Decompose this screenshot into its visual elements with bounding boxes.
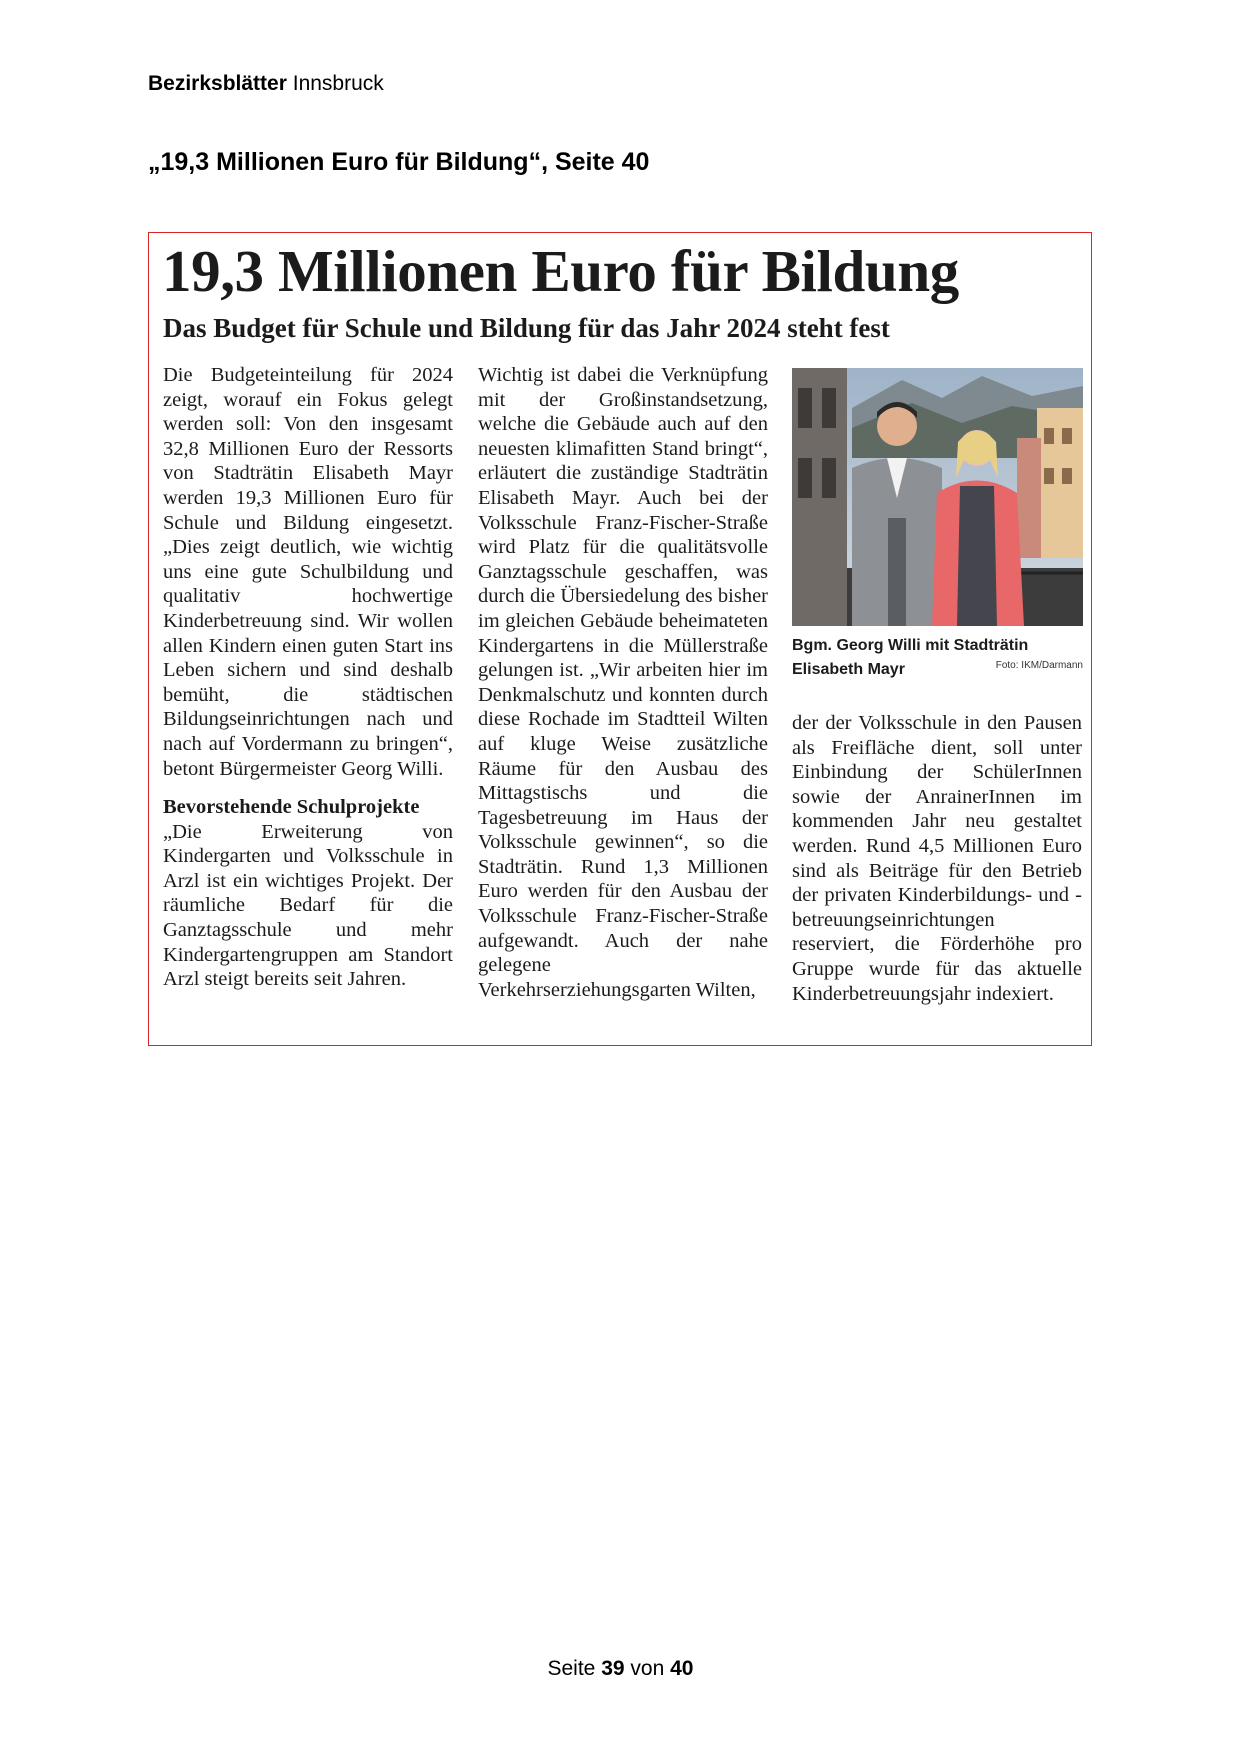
article-paragraph: „Die Erweiterung von Kindergarten und Volksschule in Arzl ist ein wichtiges Projekt. Der räumliche Bedarf für die Ganztagsschule und mehr Kindergartengruppen am Standort Arzl steigt bereits seit Jahren. [163, 820, 453, 991]
article-column-3 [792, 711, 1082, 1006]
article-paragraph: der der Volksschule in den Pausen als Freifläche dient, soll unter Einbindung der SchülerInnen sowie der AnrainerInnen im kommenden Jahr neu gestaltet werden. Rund 4,5 Millionen Euro sind als Beiträge für den Betrieb der privaten Kinderbildungs- und -betreuungseinrichtungen reserviert, die Förderhöhe pro Gruppe wurde für das aktuelle Kinderbetreuungsjahr indexiert. [792, 712, 1082, 1005]
article-paragraph: Wichtig ist dabei die Verknüpfung mit der Großinstandsetzung, welche die Gebäude auch auf den neuesten klimafitten Stand bringt“, erläutert die zuständige Stadträtin Elisabeth Mayr. Auch bei der Volksschule Franz-Fischer-Straße wird Platz für die qualitätsvolle Ganztagsschule geschaffen, was durch die Übersiedelung des bisher im gleichen Gebäude beheimateten Kindergartens in die Müllerstraße gelungen ist. „Wir arbeiten hier im Denkmalschutz und konnten durch diese Rochade im Stadtteil Wilten auf kluge Weise zusätzliche Räume für den Ausbau des Mittagstischs und die Tagesbetreuung im Haus der Volksschule gewinnen“, so die Stadträtin. Rund 1,3 Millionen Euro werden für den Ausbau der Volksschule Franz-Fischer-Straße aufgewandt. Auch der nahe gelegene Verkehrserziehungsgarten Wilten, [478, 364, 768, 1001]
article-photo [792, 368, 1083, 626]
photo-caption [792, 634, 1083, 682]
newspaper-clipping [148, 232, 1092, 1046]
article-paragraph: Die Budgeteinteilung für 2024 zeigt, worauf ein Fokus gelegt werden soll: Von den insgesamt 32,8 Millionen Euro der Ressorts von Stadträtin Elisabeth Mayr werden 19,3 Millionen Euro für Schule und Bildung eingesetzt. „Dies zeigt deutlich, wie wichtig uns eine gute Schulbildung und qualitativ hochwertige Kinderbetreuung sind. Wir wollen allen Kindern einen guten Start ins Leben sichern und sind deshalb bemüht, die städtischen Bildungseinrichtungen nach und nach auf Vordermann zu bringen“, betont Bürgermeister Georg Willi. [163, 364, 453, 780]
footer-middle: von [630, 1657, 665, 1680]
publication-name: Bezirksblätter [148, 72, 287, 95]
article-headline: 19,3 Millionen Euro für Bildung [162, 238, 959, 304]
article-column-2 [478, 363, 768, 1002]
article-subheadline: Das Budget für Schule und Bildung für das Jahr 2024 steht fest [163, 313, 890, 343]
footer-prefix: Seite [547, 1657, 596, 1680]
footer-page-number: 39 [601, 1657, 625, 1680]
photo-credit: Foto: IKM/Darmann [995, 660, 1083, 671]
photo-image [792, 368, 1083, 626]
article-column-1 [163, 363, 453, 992]
article-section-heading: Bevorstehende Schulprojekte [163, 796, 420, 819]
photo-caption-text: Bgm. Georg Willi mit Stadträtin Elisabeth Mayr [792, 637, 1029, 678]
publication-header [148, 72, 384, 96]
document-title: „19,3 Millionen Euro für Bildung“, Seite 40 [148, 148, 650, 176]
publication-region: Innsbruck [292, 72, 384, 95]
footer-total-pages: 40 [670, 1657, 694, 1680]
page-footer [0, 1657, 1241, 1681]
